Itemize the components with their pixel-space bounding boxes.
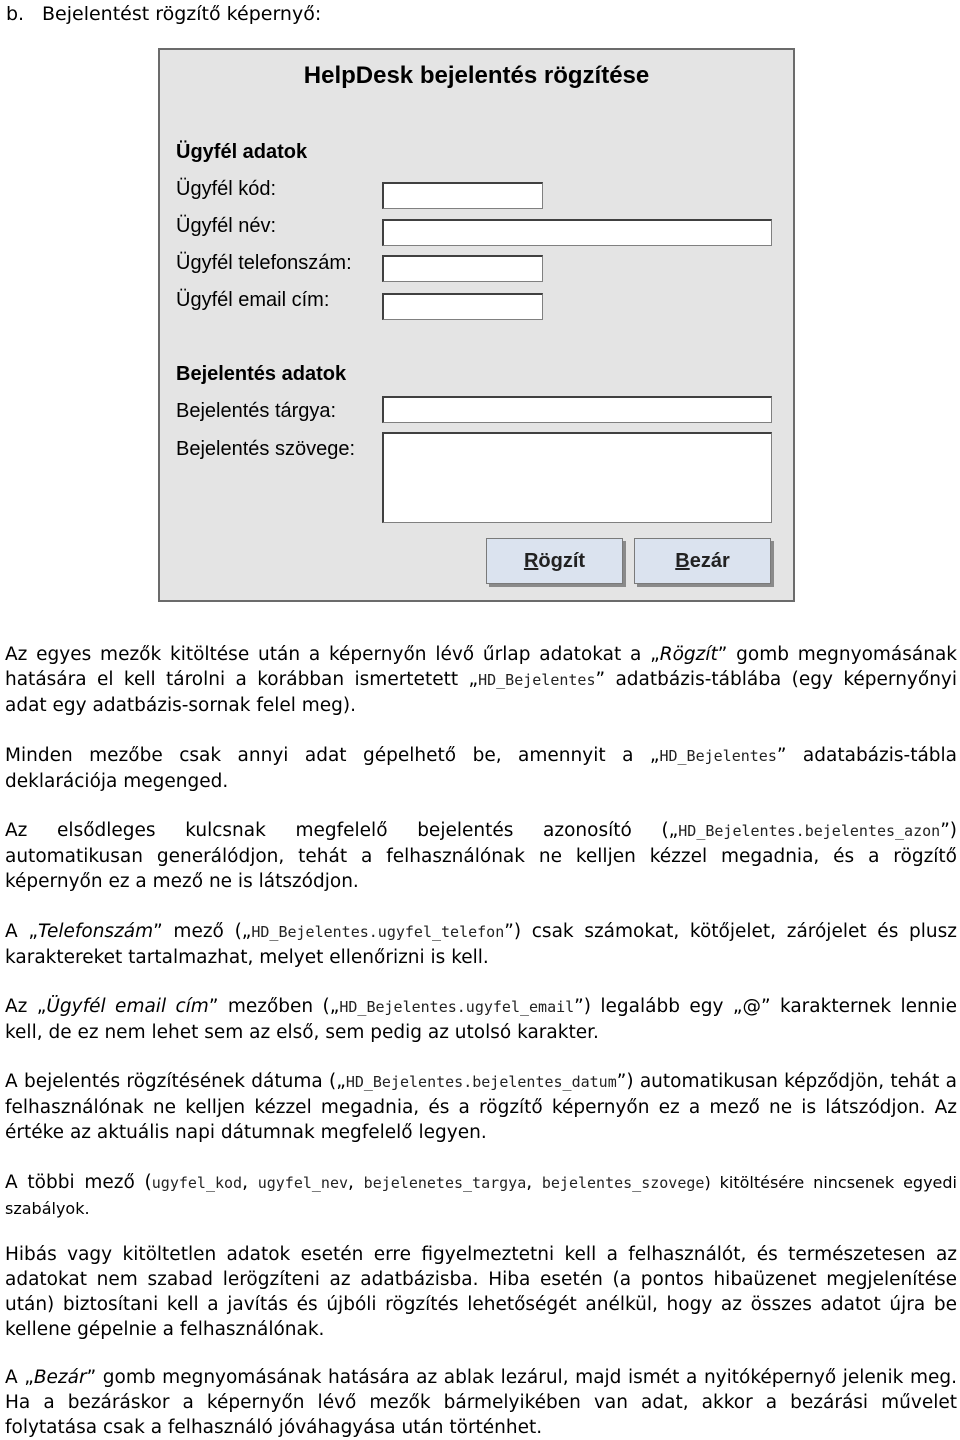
- subject-field[interactable]: [382, 396, 772, 423]
- emphasis: Ügyfél email cím: [46, 996, 209, 1017]
- save-button-accel: R: [523, 550, 539, 572]
- form-mockup: [158, 48, 795, 602]
- paragraph-errors: [5, 1242, 957, 1342]
- subject-label: Bejelentés tárgya:: [176, 400, 337, 422]
- text: ,: [348, 1172, 364, 1193]
- text: Az egyes mezők kitöltése után a képernyőn lévő űrlap adatokat a „: [5, 644, 660, 665]
- text: ”) legalább egy „@” karakternek lennie kell, de ez nem lehet sem az első, sem pedig az utolsó karakter.: [5, 996, 957, 1043]
- customer-code-field[interactable]: [382, 182, 543, 209]
- emphasis: Telefonszám: [37, 921, 154, 942]
- customer-name-field[interactable]: [382, 219, 772, 246]
- close-button-label: ezár: [689, 550, 730, 572]
- text: ,: [526, 1172, 542, 1193]
- paragraph-other-fields: [5, 1170, 957, 1221]
- text: Az elsődleges kulcsnak megfelelő bejelentés azonosító („: [5, 820, 679, 841]
- customer-phone-field[interactable]: [382, 255, 543, 282]
- code: bejelentes_szovege: [541, 1174, 705, 1192]
- paragraph-close: [5, 1365, 957, 1440]
- close-button-accel: B: [675, 550, 690, 572]
- customer-code-label: Ügyfél kód:: [176, 178, 277, 200]
- code: ugyfel_kod: [151, 1174, 243, 1192]
- text: A „: [5, 921, 38, 942]
- paragraph-primary-key: [5, 818, 957, 894]
- code: HD_Bejelentes.bejelentes_datum: [345, 1073, 617, 1091]
- paragraph-phone: [5, 919, 957, 970]
- section-heading: [6, 2, 321, 26]
- save-button[interactable]: [486, 538, 623, 584]
- text: ”) automatikusan generálódjon, tehát a felhasználónak ne kelljen kézzel megadnia, és a rögzítő képernyőn ez a mező ne is látszódjon.: [5, 820, 957, 892]
- paragraph-date: [5, 1069, 957, 1145]
- code: HD_Bejelentes.bejelentes_azon: [678, 822, 941, 840]
- text: ”) automatikusan képződjön, tehát a felhasználónak ne kelljen kézzel megadnia, és a rögzítő képernyőn ez a mező ne is látszódjon. Az értéke az aktuális napi dátumnak megfelelő legyen.: [5, 1071, 957, 1143]
- code: HD_Bejelentes.ugyfel_telefon: [251, 923, 505, 941]
- body-textarea[interactable]: [382, 432, 772, 523]
- text: ,: [242, 1172, 258, 1193]
- text: ” adatbázis-táblába (egy képernyőnyi adat egy adatbázis-sornak felel meg).: [5, 669, 958, 716]
- close-button[interactable]: [634, 538, 771, 584]
- text: ” gomb megnyomásának hatására az ablak lezárul, majd ismét a nyitóképernyő jelenik meg. Ha a bezáráskor a képernyőn lévő mezők bármelyikében van adat, akkor a bezárási művelet folytatása csak a felhasználó jóváhagyása után történhet.: [5, 1367, 957, 1438]
- code: ugyfel_nev: [257, 1174, 349, 1192]
- text: A „: [5, 1367, 34, 1388]
- code: HD_Bejelentes: [659, 747, 777, 765]
- customer-section-title: Ügyfél adatok: [176, 141, 308, 163]
- text: ” gomb megnyomásának hatására el kell tárolni a korábban ismertetett „: [5, 644, 957, 690]
- section-number: b.: [6, 3, 25, 25]
- emphasis: Rögzít: [659, 644, 718, 665]
- customer-email-field[interactable]: [382, 293, 543, 320]
- customer-phone-label: Ügyfél telefonszám:: [176, 252, 352, 274]
- form-title: HelpDesk bejelentés rögzítése: [303, 62, 650, 89]
- text: ” mező („: [153, 921, 252, 942]
- text: Minden mezőbe csak annyi adat gépelhető be, amennyit a „: [5, 745, 660, 766]
- text: A bejelentés rögzítésének dátuma („: [5, 1071, 346, 1092]
- customer-name-label: Ügyfél név:: [176, 215, 277, 237]
- section-heading-text: Bejelentést rögzítő képernyő:: [42, 3, 322, 25]
- body-label: Bejelentés szövege:: [176, 438, 356, 460]
- code: HD_Bejelentes.ugyfel_email: [339, 998, 575, 1016]
- text: Az „: [5, 996, 47, 1017]
- customer-email-label: Ügyfél email cím:: [176, 289, 330, 311]
- report-section-title: Bejelentés adatok: [176, 363, 347, 385]
- code: bejelenetes_targya: [363, 1174, 527, 1192]
- paragraph-save: [5, 642, 957, 718]
- code: HD_Bejelentes: [478, 671, 596, 689]
- text: A többi mező (: [5, 1172, 152, 1193]
- text: ” mezőben („: [208, 996, 340, 1017]
- paragraph-email: [5, 994, 957, 1045]
- emphasis: Bezár: [33, 1367, 87, 1388]
- paragraph-field-length: [5, 743, 957, 794]
- text: ” adatabázis-tábla deklarációja megenged.: [5, 745, 957, 792]
- text: Hibás vagy kitöltetlen adatok esetén erre figyelmeztetni kell a felhasználót, és természetesen az adatokat nem szabad lerögzíteni az adatbázisba. Hiba esetén (a pontos hibaüzenet megjelenítése után) biztosítani kell a javítás és újbóli rögzítés lehetőségét anélkül, hogy az összes adatot újra be kellene gépelnie a felhasználónak.: [5, 1244, 957, 1340]
- text: ) kitöltésére nincsenek egyedi szabályok.: [5, 1173, 958, 1218]
- save-button-label: ögzít: [538, 550, 586, 572]
- text: ”) csak számokat, kötőjelet, zárójelet és plusz karaktereket tartalmazhat, melyet ellenőrizni is kell.: [5, 921, 957, 968]
